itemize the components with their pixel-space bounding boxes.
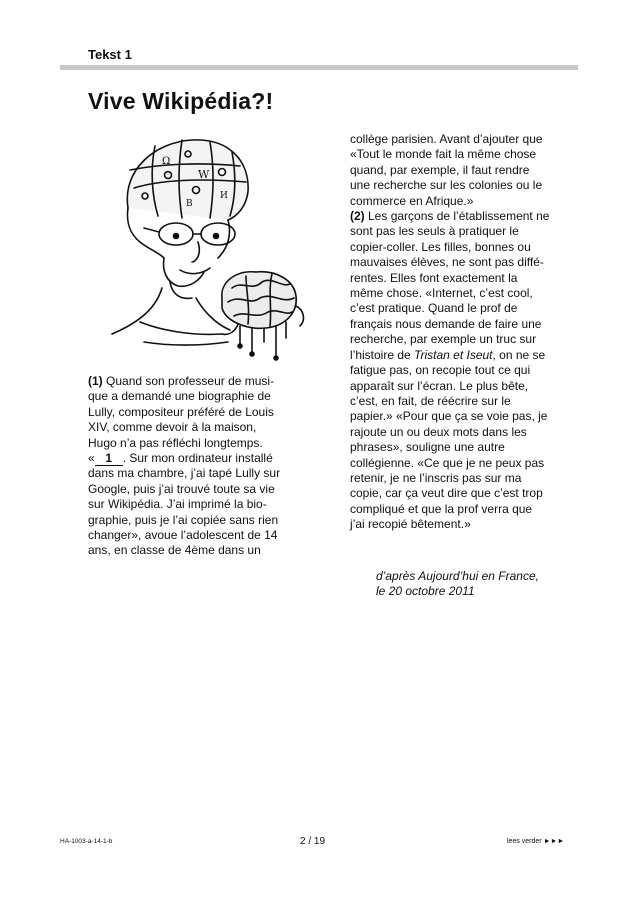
paragraph-number: (2) xyxy=(350,209,365,224)
paragraph-1-line: Google, puis j’ai trouvé toute sa vie xyxy=(88,481,275,496)
svg-text:Ω: Ω xyxy=(162,156,171,167)
paragraph-2-line: c’est, en fait, de réécrire sur le xyxy=(350,393,511,408)
paragraph-1-line: « 1 . Sur mon ordinateur installé xyxy=(88,451,273,466)
paragraph-line: quand, par exemple, il faut rendre xyxy=(350,162,530,177)
section-label: Tekst 1 xyxy=(88,47,132,62)
paragraph-2-line: recherche, par exemple un truc sur xyxy=(350,332,537,347)
page-number: 2 / 19 xyxy=(300,836,326,847)
article-column-left xyxy=(88,374,316,559)
paragraph-2-line: sont pas les seuls à pratiquer le xyxy=(350,224,519,239)
paragraph-2-line: collégienne. «Ce que je ne peux pas xyxy=(350,455,545,470)
article-title: Vive Wikipédia?! xyxy=(88,88,274,114)
paragraph-2-line: phrases», souligne une autre xyxy=(350,440,505,455)
wikipedia-brain-illustration xyxy=(100,130,315,362)
paragraph-2-line: c’est pratique. Quand le prof de xyxy=(350,301,518,316)
source-line: d’après Aujourd’hui en France, xyxy=(376,569,539,583)
paragraph-line: collège parisien. Avant d’ajouter que xyxy=(350,132,543,146)
paragraph-2-line: apparaît sur l’écran. Le plus bête, xyxy=(350,378,529,393)
paragraph-number: (1) xyxy=(88,374,103,388)
exam-code: HA-1003-a-14-1-b xyxy=(60,838,113,845)
paragraph-2-line: copier-coller. Les filles, bonnes ou xyxy=(350,239,531,254)
gap-blank-1: 1 xyxy=(95,452,123,466)
paragraph-line: commerce en Afrique.» xyxy=(350,193,474,208)
svg-text:W: W xyxy=(198,168,210,181)
paragraph-2-line: retenir, je ne l’inscris pas sur ma xyxy=(350,470,522,485)
paragraph-2-line: l’histoire de Tristan et Iseut, on ne se xyxy=(350,347,546,362)
paragraph-2-line: (2) Les garçons de l’établissement ne xyxy=(350,209,550,224)
paragraph-line: «Tout le monde fait la même chose xyxy=(350,147,537,162)
paragraph-2-line: français nous demande de faire une xyxy=(350,316,542,331)
paragraph-2-line: mauvaises élèves, ne sont pas diffé- xyxy=(350,255,544,270)
paragraph-1-line: XIV, comme devoir à la maison, xyxy=(88,420,257,435)
paragraph-1-line: graphie, puis je l’ai copiée sans rien xyxy=(88,512,279,527)
book-title: Tristan et Iseut xyxy=(414,347,493,362)
paragraph-1-line: (1) Quand son professeur de musi- xyxy=(88,374,275,388)
paragraph-1-line: Hugo n’a pas réfléchi longtemps. xyxy=(88,435,263,450)
paragraph-2-line: même chose. «Internet, c’est cool, xyxy=(350,286,533,301)
paragraph-1-line: que a demandé une biographie de xyxy=(88,389,271,404)
article-column-right xyxy=(350,132,582,533)
paragraph-1-line: Lully, compositeur préféré de Louis xyxy=(88,404,274,419)
source-citation xyxy=(376,569,539,600)
header-rule xyxy=(60,65,578,70)
paragraph-2-line: fatigue pas, on recopie tout ce qui xyxy=(350,363,531,378)
paragraph-2-line: copie, car ça veut dire que c’est trop xyxy=(350,486,543,501)
paragraph-2-line: rentes. Elles font exactement la xyxy=(350,270,518,285)
paragraph-1-line: ans, en classe de 4ème dans un xyxy=(88,543,261,558)
paragraph-1-line: dans ma chambre, j’ai tapé Lully sur xyxy=(88,466,281,481)
paragraph-2-line: rajoute un ou deux mots dans les xyxy=(350,424,527,439)
paragraph-1-line: changer», avoue l’adolescent de 14 xyxy=(88,528,278,543)
paragraph-2-line: papier.» «Pour que ça se voie pas, je xyxy=(350,409,548,424)
paragraph-1-line: sur Wikipédia. J’ai imprimé la bio- xyxy=(88,497,267,512)
svg-text:И: И xyxy=(220,191,228,201)
continue-label: lees verder ►►► xyxy=(507,838,565,845)
svg-text:B: B xyxy=(186,199,193,209)
paragraph-line: une recherche sur les colonies ou le xyxy=(350,178,543,193)
paragraph-2-line: compliqué et que la prof verra que xyxy=(350,501,533,516)
paragraph-2-line: j’ai recopié bêtement.» xyxy=(350,517,471,532)
source-line: le 20 octobre 2011 xyxy=(376,584,475,599)
